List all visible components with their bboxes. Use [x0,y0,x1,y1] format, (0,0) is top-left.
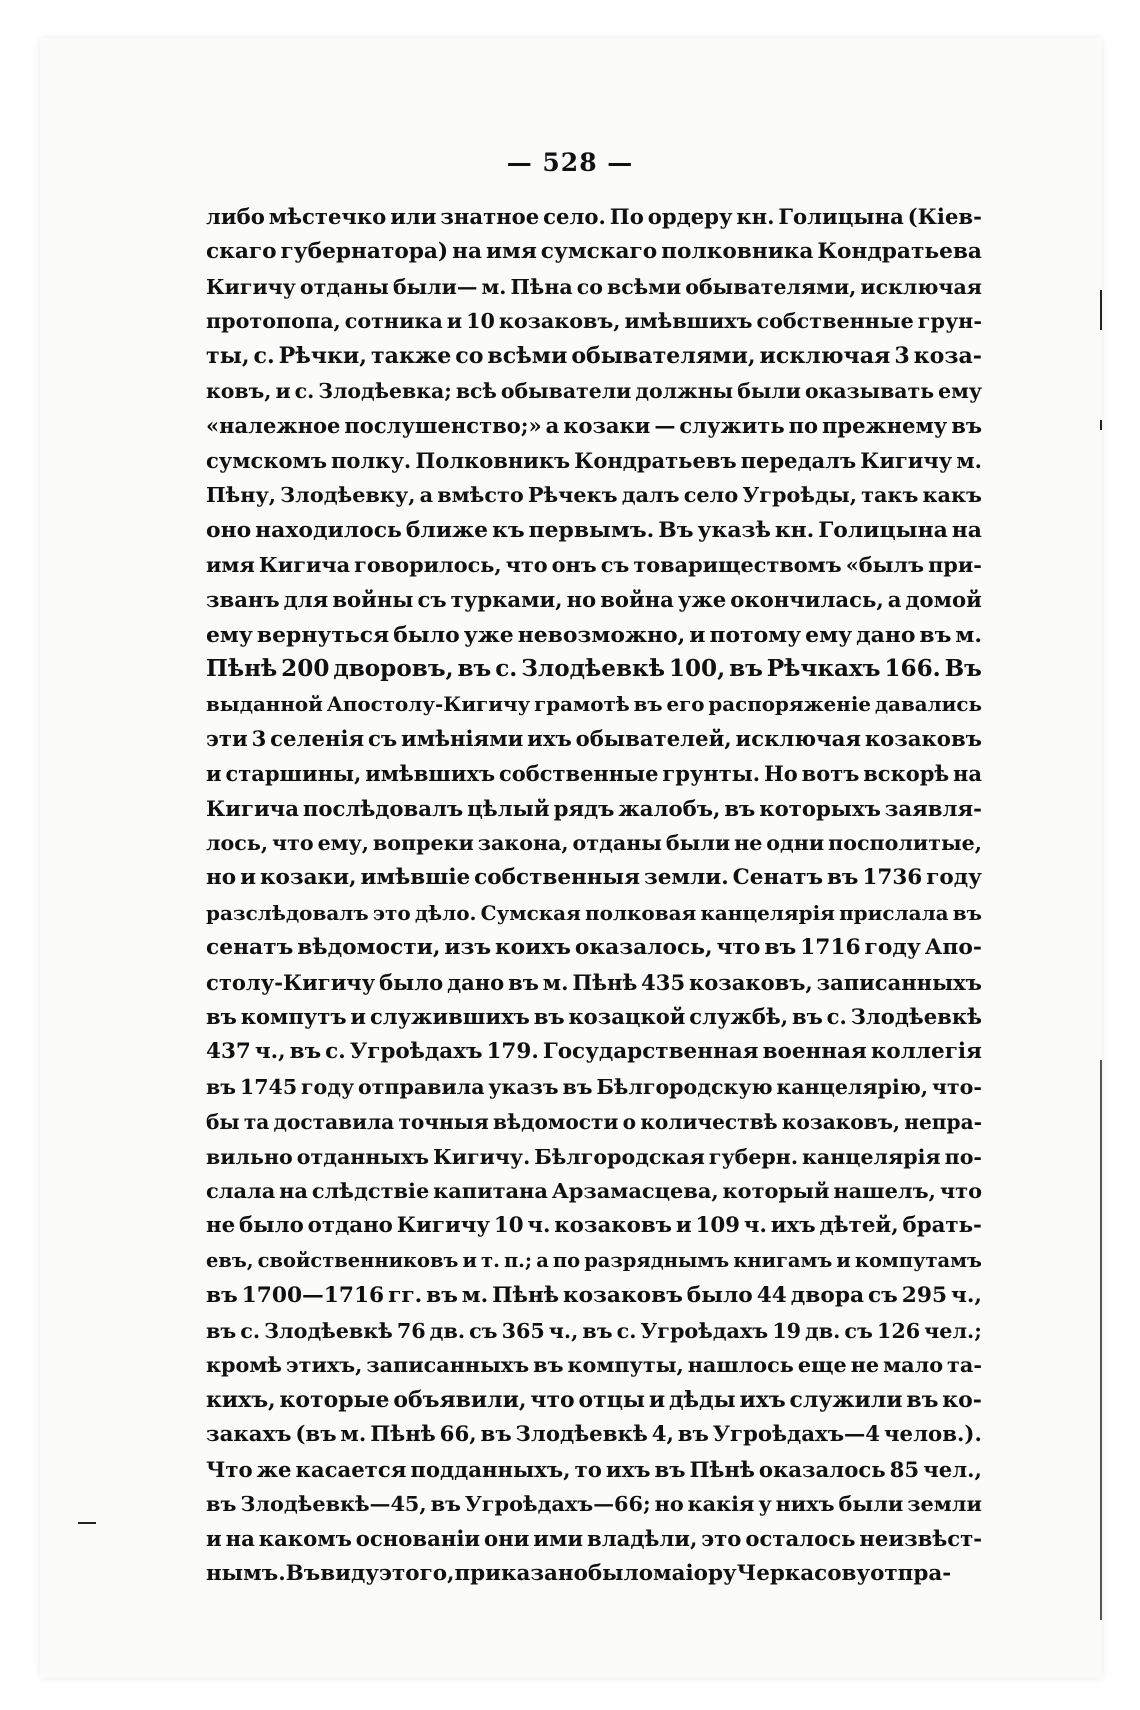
text-line: евъ, свойственниковъ и т. п.; а по разряднымъ книгамъ и компутамъ [206,1248,982,1272]
text-line: ему вернуться было уже невозможно, и потому ему дано въ м. [206,621,982,648]
text-line: Что же касается подданныхъ, то ихъ въ Пѣнѣ оказалось 85 чел., [206,1456,982,1482]
text-line: и старшины, имѣвшихъ собственные грунты. Но вотъ вскорѣ на [206,760,982,786]
text-line: ковъ, и с. Злодѣевка; всѣ обыватели должны были оказывать ему [206,378,982,403]
text-line: оно находилось ближе къ первымъ. Въ указѣ кн. Голицына на [206,517,982,544]
text-line: «належное послушенство;» а козаки — служить по прежнему въ [206,412,982,438]
text-line: скаго губернатора) на имя сумскаго полковника Кондратьева [206,238,982,264]
text-line: вильно отданныхъ Кигичу. Бѣлгородская губерн. канцелярiя по- [206,1144,982,1169]
text-line: Пѣнѣ 200 дворовъ, въ с. Злодѣевкѣ 100, въ Рѣчкахъ 166. Въ [206,655,982,683]
text-line: столу-Кигичу было дано въ м. Пѣнѣ 435 козаковъ, записанныхъ [206,969,982,995]
text-line: лось, что ему, вопреки закона, отданы были не одни посполитые, [206,831,982,856]
text-line: либо мѣстечко или знатное село. По ордеру кн. Голицына (Кiев- [206,204,982,229]
text-line: ты, с. Рѣчки, также со всѣми обывателями, исключая 3 коза- [206,343,982,370]
text-line: закахъ (въ м. Пѣнѣ 66, въ Злодѣевкѣ 4, въ Угроѣдахъ—4 челов.). [206,1421,982,1447]
text-line: Кигича послѣдовалъ цѣлый рядъ жалобъ, въ которыхъ заявля- [206,795,982,821]
text-line: Кигичу отданы были— м. Пѣна со всѣми обывателями, исключая [206,274,982,299]
text-line: въ Злодѣевкѣ—45, въ Угроѣдахъ—66; но какiя у нихъ были земли [206,1491,982,1517]
page-edge-shadow [1100,1060,1102,1620]
text-line: протопопа, сотника и 10 козаковъ, имѣвшихъ собственные грун- [206,309,982,334]
text-line: въ 1745 году отправила указъ въ Бѣлгородскую канцелярiю, что- [206,1074,982,1099]
text-line: бы та доставила точныя вѣдомости о количествѣ козаковъ, непра- [206,1109,982,1134]
text-line: имя Кигича говорилось, что онъ съ товариществомъ «былъ при- [206,551,982,577]
text-line: выданной Апостолу-Кигичу грамотѣ въ его распоряженiе давались [206,692,982,717]
text-line: и на какомъ основанiи они ими владѣли, это осталось неизвѣст- [206,1526,982,1552]
text-line: сумскомъ полку. Полковникъ Кондратьевъ передалъ Кигичу м. [206,447,982,473]
text-line: въ компутъ и служившихъ въ козацкой службѣ, въ с. Злодѣевкѣ [206,1004,982,1030]
scan-mark [1100,290,1102,330]
text-line: 437 ч., въ с. Угроѣдахъ 179. Государственная военная коллегiя [206,1039,982,1065]
text-line: въ с. Злодѣевкѣ 76 дв. съ 365 ч., въ с. Угроѣдахъ 19 дв. съ 126 чел.; [206,1318,982,1343]
text-line: кромѣ этихъ, записанныхъ въ компуты, нашлось еще не мало та- [206,1353,982,1378]
body-text [206,200,982,1592]
text-line: эти 3 селенiя съ имѣнiями ихъ обывателей, исключая козаковъ [206,725,982,751]
text-line: разслѣдовалъ это дѣло. Сумская полковая канцелярiя прислала въ [206,900,982,925]
text-line: не было отдано Кигичу 10 ч. козаковъ и 109 ч. ихъ дѣтей, брать- [206,1213,982,1239]
text-line: но и козаки, имѣвшiе собственныя земли. Сенатъ въ 1736 году [206,865,982,891]
text-line: Пѣну, Злодѣевку, а вмѣсто Рѣчекъ далъ село Угроѣды, такъ какъ [206,482,982,508]
text-line: званъ для войны съ турками, но война уже окончилась, а домой [206,586,982,612]
scan-mark [1100,420,1102,430]
scan-mark [78,1522,96,1524]
text-line: сенатъ вѣдомости, изъ коихъ оказалось, что въ 1716 году Апо- [206,934,982,960]
text-line: кихъ, которые объявили, что отцы и дѣды ихъ служили въ ко- [206,1387,982,1414]
text-line: нымъ. Въ виду этого, приказано было маiору Черкасову отпра- [206,1561,952,1587]
page-number: — 528 — [506,148,634,177]
text-line: въ 1700—1716 гг. въ м. Пѣнѣ козаковъ было 44 двора съ 295 ч., [206,1282,982,1308]
text-line: слала на слѣдствiе капитана Арзамасцева, который нашелъ, что [206,1178,982,1204]
